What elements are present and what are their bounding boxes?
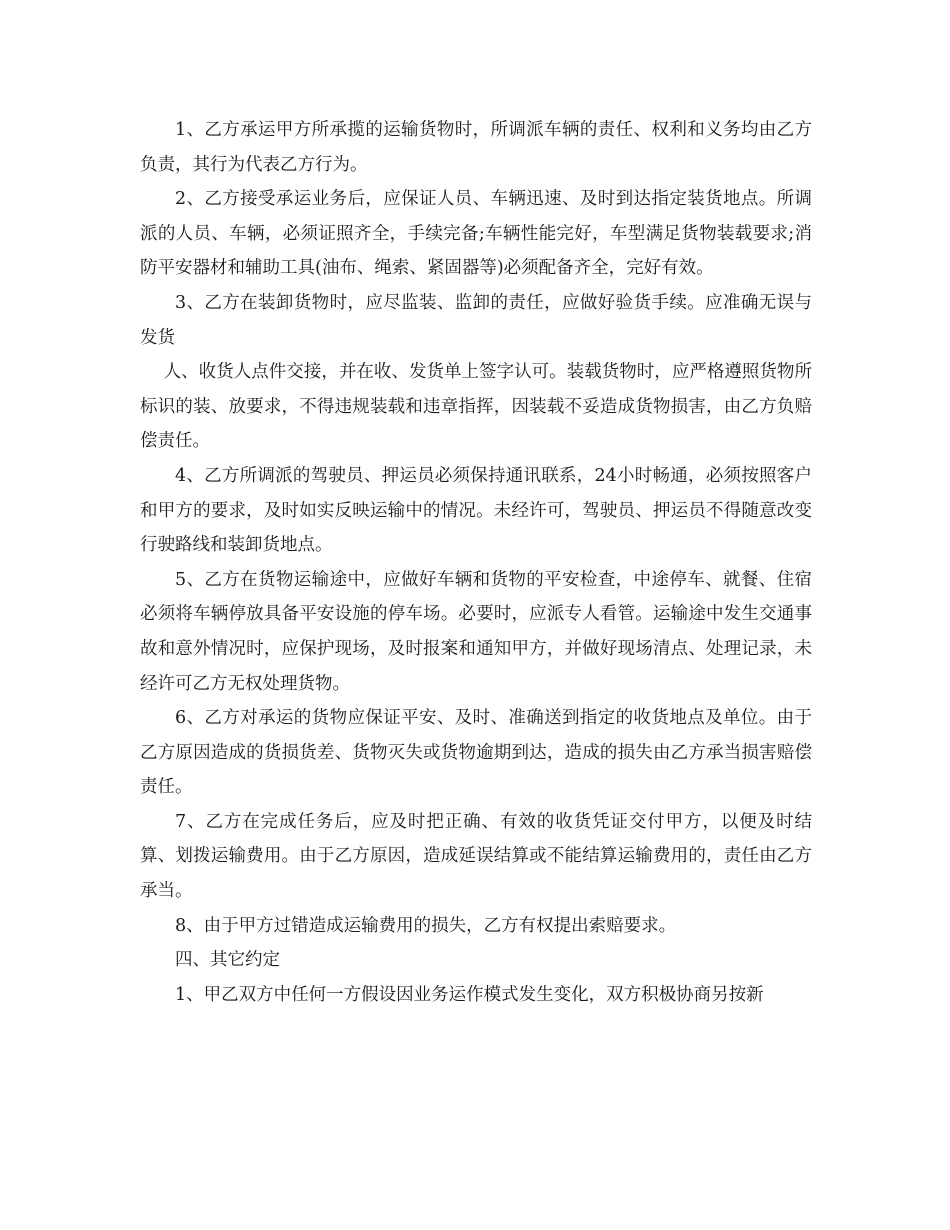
clause-2-paragraph: 2、乙方接受承运业务后，应保证人员、车辆迅速、及时到达指定装货地点。所调派的人员、车辆，必须证照齐全，手续完备;车辆性能完好，车型满足货物装载要求;消防平安器材和辅助工具(油布、绳索、紧固器等)必须配备齐全，完好有效。 bbox=[140, 189, 812, 279]
clause-5-paragraph: 5、乙方在货物运输途中，应做好车辆和货物的平安检查，中途停车、就餐、住宿必须将车辆停放具备平安设施的停车场。必要时，应派专人看管。运输途中发生交通事故和意外情况时，应保护现场，及时报案和通知甲方，并做好现场清点、处理记录，未经许可乙方无权处理货物。 bbox=[140, 569, 812, 694]
clause-1-paragraph: 1、乙方承运甲方所承揽的运输货物时，所调派车辆的责任、权利和义务均由乙方负责，其行为代表乙方行为。 bbox=[140, 120, 812, 175]
document-page bbox=[140, 113, 812, 1012]
clause-6-paragraph: 6、乙方对承运的货物应保证平安、及时、准确送到指定的收货地点及单位。由于乙方原因造成的货损货差、货物灭失或货物逾期到达，造成的损失由乙方承当损害赔偿责任。 bbox=[140, 708, 812, 798]
clause-4-paragraph: 4、乙方所调派的驾驶员、押运员必须保持通讯联系，24小时畅通，必须按照客户和甲方的要求，及时如实反映运输中的情况。未经许可，驾驶员、押运员不得随意改变行驶路线和装卸货地点。 bbox=[140, 465, 812, 556]
clause-3-continuation-paragraph: 人、收货人点件交接，并在收、发货单上签字认可。装载货物时，应严格遵照货物所标识的装、放要求，不得违规装载和违章指挥，因装载不妥造成货物损害，由乙方负赔偿责任。 bbox=[140, 362, 812, 452]
clause-8-paragraph: 8、由于甲方过错造成运输费用的损失，乙方有权提出索赔要求。 bbox=[175, 915, 677, 936]
other-clause-1-paragraph: 1、甲乙双方中任何一方假设因业务运作模式发生变化，双方积极协商另按新 bbox=[175, 984, 764, 1005]
section-heading: 四、其它约定 bbox=[175, 950, 280, 971]
clause-3-paragraph: 3、乙方在装卸货物时，应尽监装、监卸的责任，应做好验货手续。应准确无误与发货 bbox=[140, 292, 812, 348]
clause-7-paragraph: 7、乙方在完成任务后，应及时把正确、有效的收货凭证交付甲方，以便及时结算、划拨运输费用。由于乙方原因，造成延误结算或不能结算运输费用的，责任由乙方承当。 bbox=[140, 811, 812, 902]
